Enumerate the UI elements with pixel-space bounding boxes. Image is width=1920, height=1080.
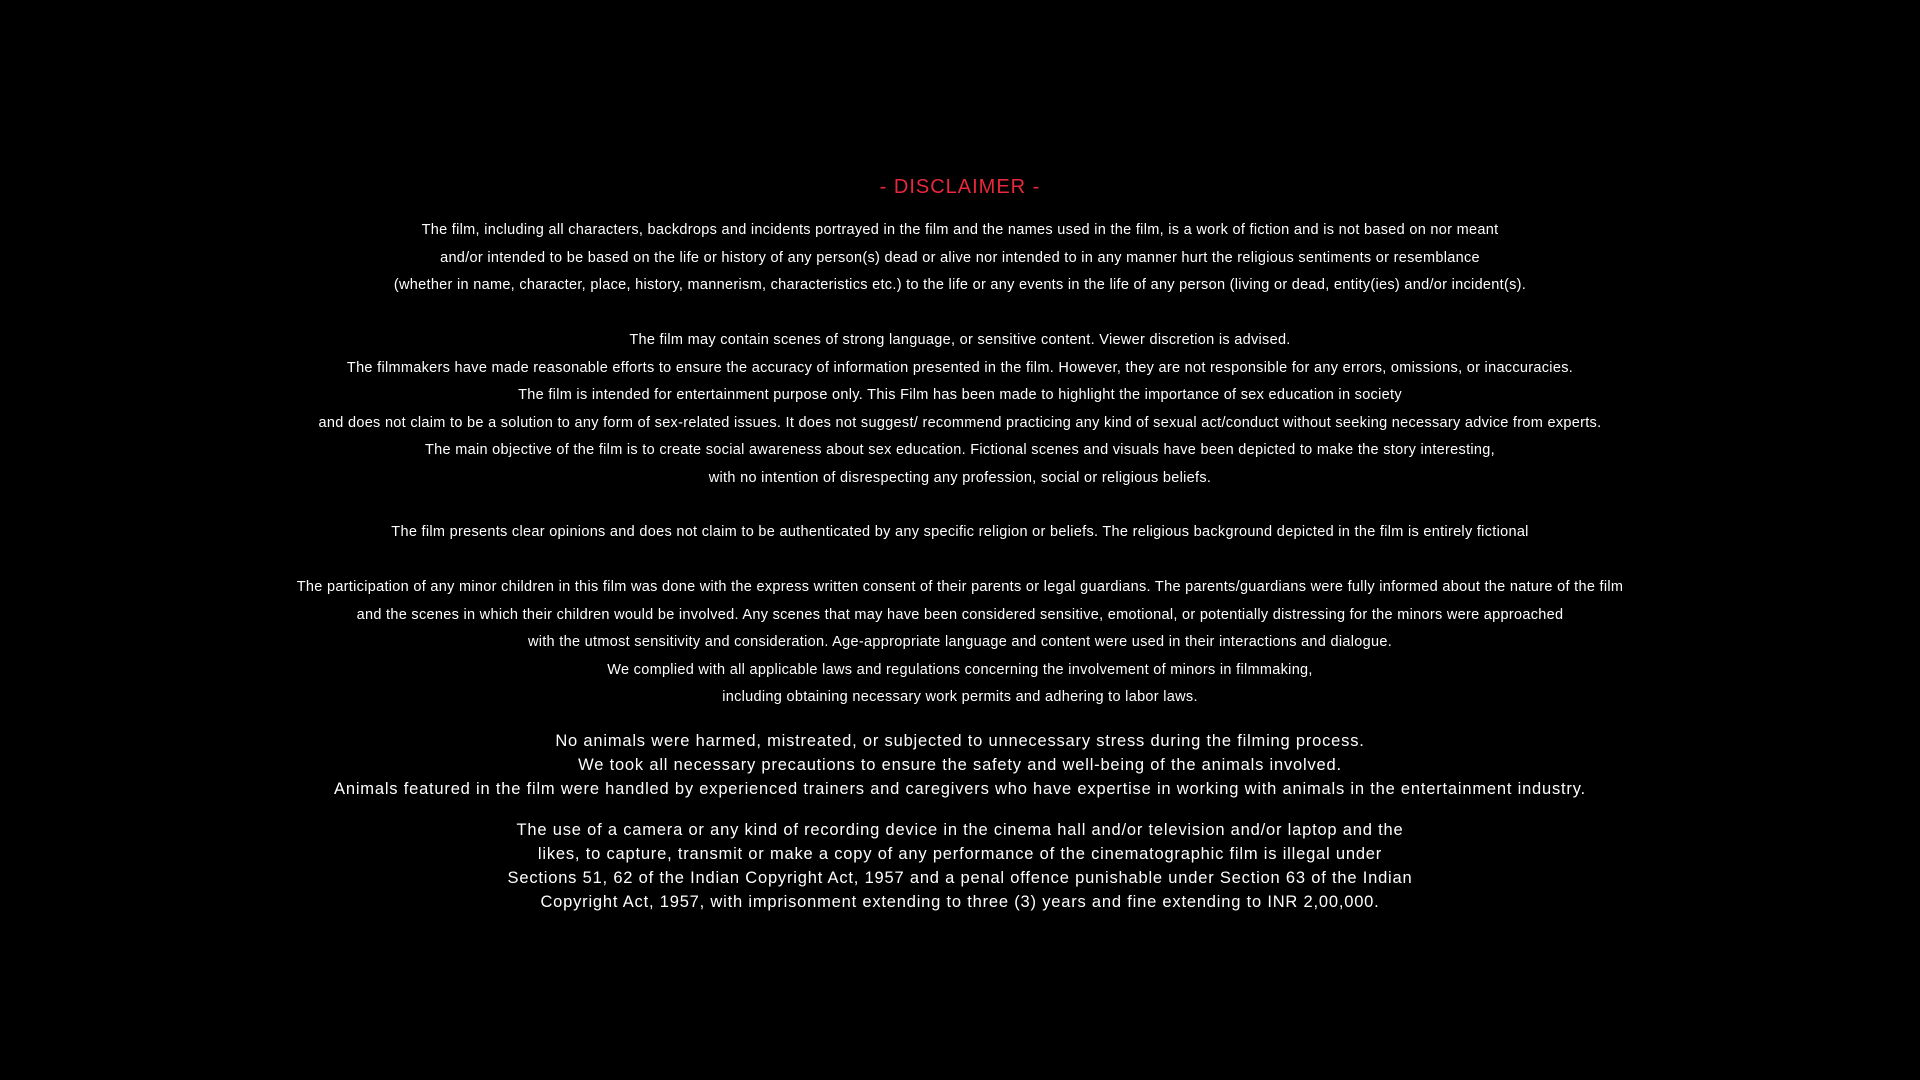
paragraph-line: likes, to capture, transmit or make a copy of any performance of the cinematographic film is illegal under [537,845,1383,863]
content-advisory-paragraph [0,327,1920,492]
paragraph-line: The filmmakers have made reasonable efforts to ensure the accuracy of information presented in the film. However, they are not responsible for any errors, omissions, or inaccuracies. [346,359,1574,376]
paragraph-line: The main objective of the film is to create social awareness about sex education. Fictional scenes and visuals have been depicted to make the story interesting, [424,442,1495,458]
paragraph-line: with the utmost sensitivity and consideration. Age-appropriate language and content were used in their interactions and dialogue. [527,634,1393,650]
religion-notice-paragraph [0,519,1920,547]
paragraph-line: Sections 51, 62 of the Indian Copyright Act, 1957 and a penal offence punishable under Section 63 of the Indian [507,869,1413,887]
fiction-notice-paragraph [0,217,1920,300]
paragraph-line: and the scenes in which their children would be involved. Any scenes that may have been considered sensitive, emotional, or potentially distressing for the minors were approached [356,606,1564,623]
paragraph-line: and/or intended to be based on the life or history of any person(s) dead or alive nor intended to in any manner hurt the religious sentiments or resemblance [440,249,1480,266]
paragraph-line: We took all necessary precautions to ensure the safety and well-being of the animals involved. [578,756,1342,774]
paragraph-line: Animals featured in the film were handled by experienced trainers and caregivers who have expertise in working with animals in the entertainment industry. [334,780,1586,798]
paragraph-line: No animals were harmed, mistreated, or subjected to unnecessary stress during the filming process. [555,732,1365,750]
paragraph-line: The film is intended for entertainment purpose only. This Film has been made to highlight the importance of sex education in society [518,387,1402,403]
paragraph-line: with no intention of disrespecting any profession, social or religious beliefs. [708,469,1212,486]
minors-notice-paragraph [0,574,1920,712]
paragraph-line: The film presents clear opinions and does not claim to be authenticated by any specific religion or beliefs. The religious background depicted in the film is entirely fictional [391,524,1529,540]
paragraph-line: The participation of any minor children in this film was done with the express written consent of their parents or legal guardians. The parents/guardians were fully informed about the nature of the film [296,579,1624,595]
anti-piracy-notice-paragraph [0,818,1920,914]
paragraph-line: and does not claim to be a solution to any form of sex-related issues. It does not suggest/ recommend practicing any kind of sexual act/conduct without seeking necessary advice from experts. [318,414,1602,431]
paragraph-line: Copyright Act, 1957, with imprisonment extending to three (3) years and fine extending to INR 2,00,000. [540,893,1380,911]
paragraph-line: The use of a camera or any kind of recording device in the cinema hall and/or television and/or laptop and the [516,821,1404,839]
paragraph-line: including obtaining necessary work permits and adhering to labor laws. [722,689,1198,705]
disclaimer-title: - DISCLAIMER - [879,176,1041,198]
paragraph-line: The film, including all characters, backdrops and incidents portrayed in the film and the names used in the film, is a work of fiction and is not based on nor meant [421,222,1499,238]
paragraph-line: The film may contain scenes of strong language, or sensitive content. Viewer discretion is advised. [629,332,1291,348]
animals-notice-paragraph [0,729,1920,801]
paragraph-line: We complied with all applicable laws and regulations concerning the involvement of minors in filmmaking, [607,661,1313,678]
paragraph-line: (whether in name, character, place, history, mannerism, characteristics etc.) to the life or any events in the life of any person (living or dead, entity(ies) and/or incident(s). [393,277,1527,293]
